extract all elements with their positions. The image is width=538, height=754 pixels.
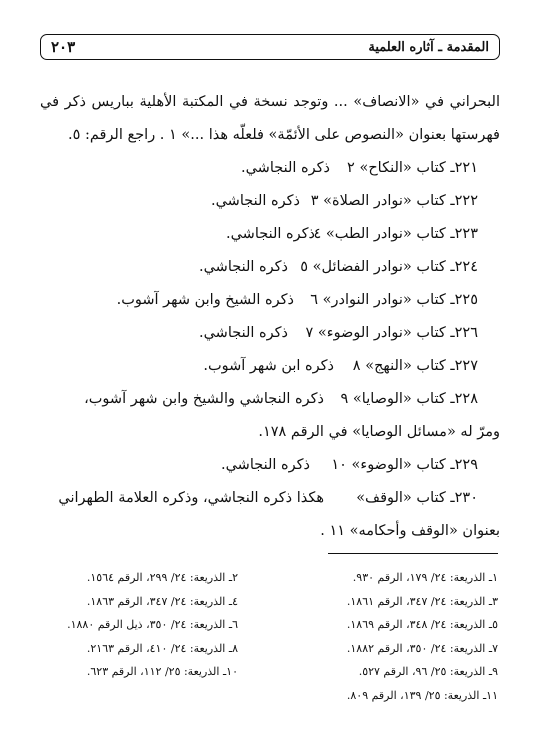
entry-229 bbox=[40, 449, 500, 482]
footnote: ٧ـ الذريعة: ٢٤/ ٣٥٠، الرقم ١٨٨٢. bbox=[346, 641, 498, 655]
entry-reference: هكذا ذكره النجاشي، وذكره العلامة الطهراني bbox=[58, 490, 324, 506]
entry-reference: ذكره النجاشي. bbox=[220, 457, 310, 473]
entry-reference: ذكره الشيخ وابن شهر آشوب. bbox=[116, 292, 294, 308]
entry-reference: ذكره النجاشي. bbox=[210, 193, 300, 209]
footnotes-right-column bbox=[347, 566, 498, 707]
entry-title: ٢٢٥ـ كتاب «نوادر النوادر» ٦ bbox=[310, 292, 478, 308]
entry-reference: ذكره النجاشي. bbox=[198, 325, 288, 341]
entry-title: ٢٢٣ـ كتاب «نوادر الطب» ٤ bbox=[313, 226, 478, 242]
footnote-separator bbox=[328, 553, 498, 554]
intro-line-2: فهرستها بعنوان «النصوص على الأئمّة» فلعلّه هذا ...» ١ . راجع الرقم: ٥. bbox=[67, 127, 500, 143]
entry-title: ٢٢٨ـ كتاب «الوصايا» ٩ bbox=[340, 391, 478, 407]
entry-reference: ذكره النجاشي. bbox=[240, 160, 330, 176]
entry-222 bbox=[40, 185, 500, 218]
entry-reference: ذكره ابن شهر آشوب. bbox=[203, 358, 334, 374]
footnote: ٩ـ الذريعة: ٢٥/ ٩٦، الرقم ٥٢٧. bbox=[358, 665, 498, 678]
intro-line-1: البحراني في «الانصاف» ... وتوجد نسخة في المكتبة الأهلية بباريس ذكر في bbox=[40, 94, 500, 110]
entry-reference: ذكره النجاشي والشيخ وابن شهر آشوب، bbox=[84, 391, 324, 407]
entry-228 bbox=[40, 383, 500, 416]
header-title: المقدمة ـ آثاره العلمية bbox=[368, 39, 489, 55]
footnote: ٣ـ الذريعة: ٢٤/ ٣٤٧، الرقم ١٨٦١. bbox=[346, 594, 498, 608]
entry-230 bbox=[40, 482, 500, 515]
entry-230-continuation: بعنوان «الوقف وأحكامه» ١١ . bbox=[320, 523, 500, 539]
entry-title: ٢٢٢ـ كتاب «نوادر الصلاة» ٣ bbox=[310, 193, 478, 209]
entry-224 bbox=[40, 251, 500, 284]
entry-226 bbox=[40, 317, 500, 350]
page-number: ٢٠٣ bbox=[51, 38, 76, 56]
footnote: ٤ـ الذريعة: ٢٤/ ٣٤٧، الرقم ١٨٦٣. bbox=[86, 594, 238, 608]
entry-225 bbox=[40, 284, 500, 317]
main-text bbox=[40, 86, 500, 548]
footnote: ٢ـ الذريعة: ٢٤/ ٢٩٩، الرقم ١٥٦٤. bbox=[86, 571, 238, 584]
entry-title: ٢٢١ـ كتاب «النكاح» ٢ bbox=[347, 160, 478, 176]
footnote: ٥ـ الذريعة: ٢٤/ ٣٤٨، الرقم ١٨٦٩. bbox=[346, 618, 498, 631]
entry-title: ٢٢٦ـ كتاب «نوادر الوضوء» ٧ bbox=[305, 325, 478, 341]
entry-title: ٢٢٩ـ كتاب «الوضوء» ١٠ bbox=[331, 457, 478, 473]
entry-title: ٢٣٠ـ كتاب «الوقف» bbox=[356, 490, 478, 506]
entry-title: ٢٢٤ـ كتاب «نوادر الفضائل» ٥ bbox=[300, 259, 478, 275]
footnotes-left-column bbox=[67, 566, 238, 684]
entry-221 bbox=[40, 152, 500, 185]
entry-reference: ذكره النجاشي. bbox=[198, 259, 288, 275]
entry-title: ٢٢٧ـ كتاب «النهج» ٨ bbox=[352, 358, 478, 374]
footnote: ١ـ الذريعة: ٢٤/ ١٧٩، الرقم ٩٣٠. bbox=[352, 571, 498, 584]
footnote: ٨ـ الذريعة: ٢٤/ ٤١٠، الرقم ٢١٦٣. bbox=[86, 641, 238, 655]
running-header bbox=[40, 34, 500, 60]
footnote: ٦ـ الذريعة: ٢٤/ ٣٥٠، ذيل الرقم ١٨٨٠. bbox=[67, 618, 238, 631]
entry-227 bbox=[40, 350, 500, 383]
entry-223 bbox=[40, 218, 500, 251]
entry-228-continuation: ومرّ له «مسائل الوصايا» في الرقم ١٧٨. bbox=[258, 424, 500, 440]
footnote: ١٠ـ الذريعة: ٢٥/ ١١٢، الرقم ٦٢٣. bbox=[86, 665, 238, 678]
entry-reference: ذكره النجاشي. bbox=[225, 226, 315, 242]
footnote: ١١ـ الذريعة: ٢٥/ ١٣٩، الرقم ٨٠٩. bbox=[346, 688, 498, 702]
